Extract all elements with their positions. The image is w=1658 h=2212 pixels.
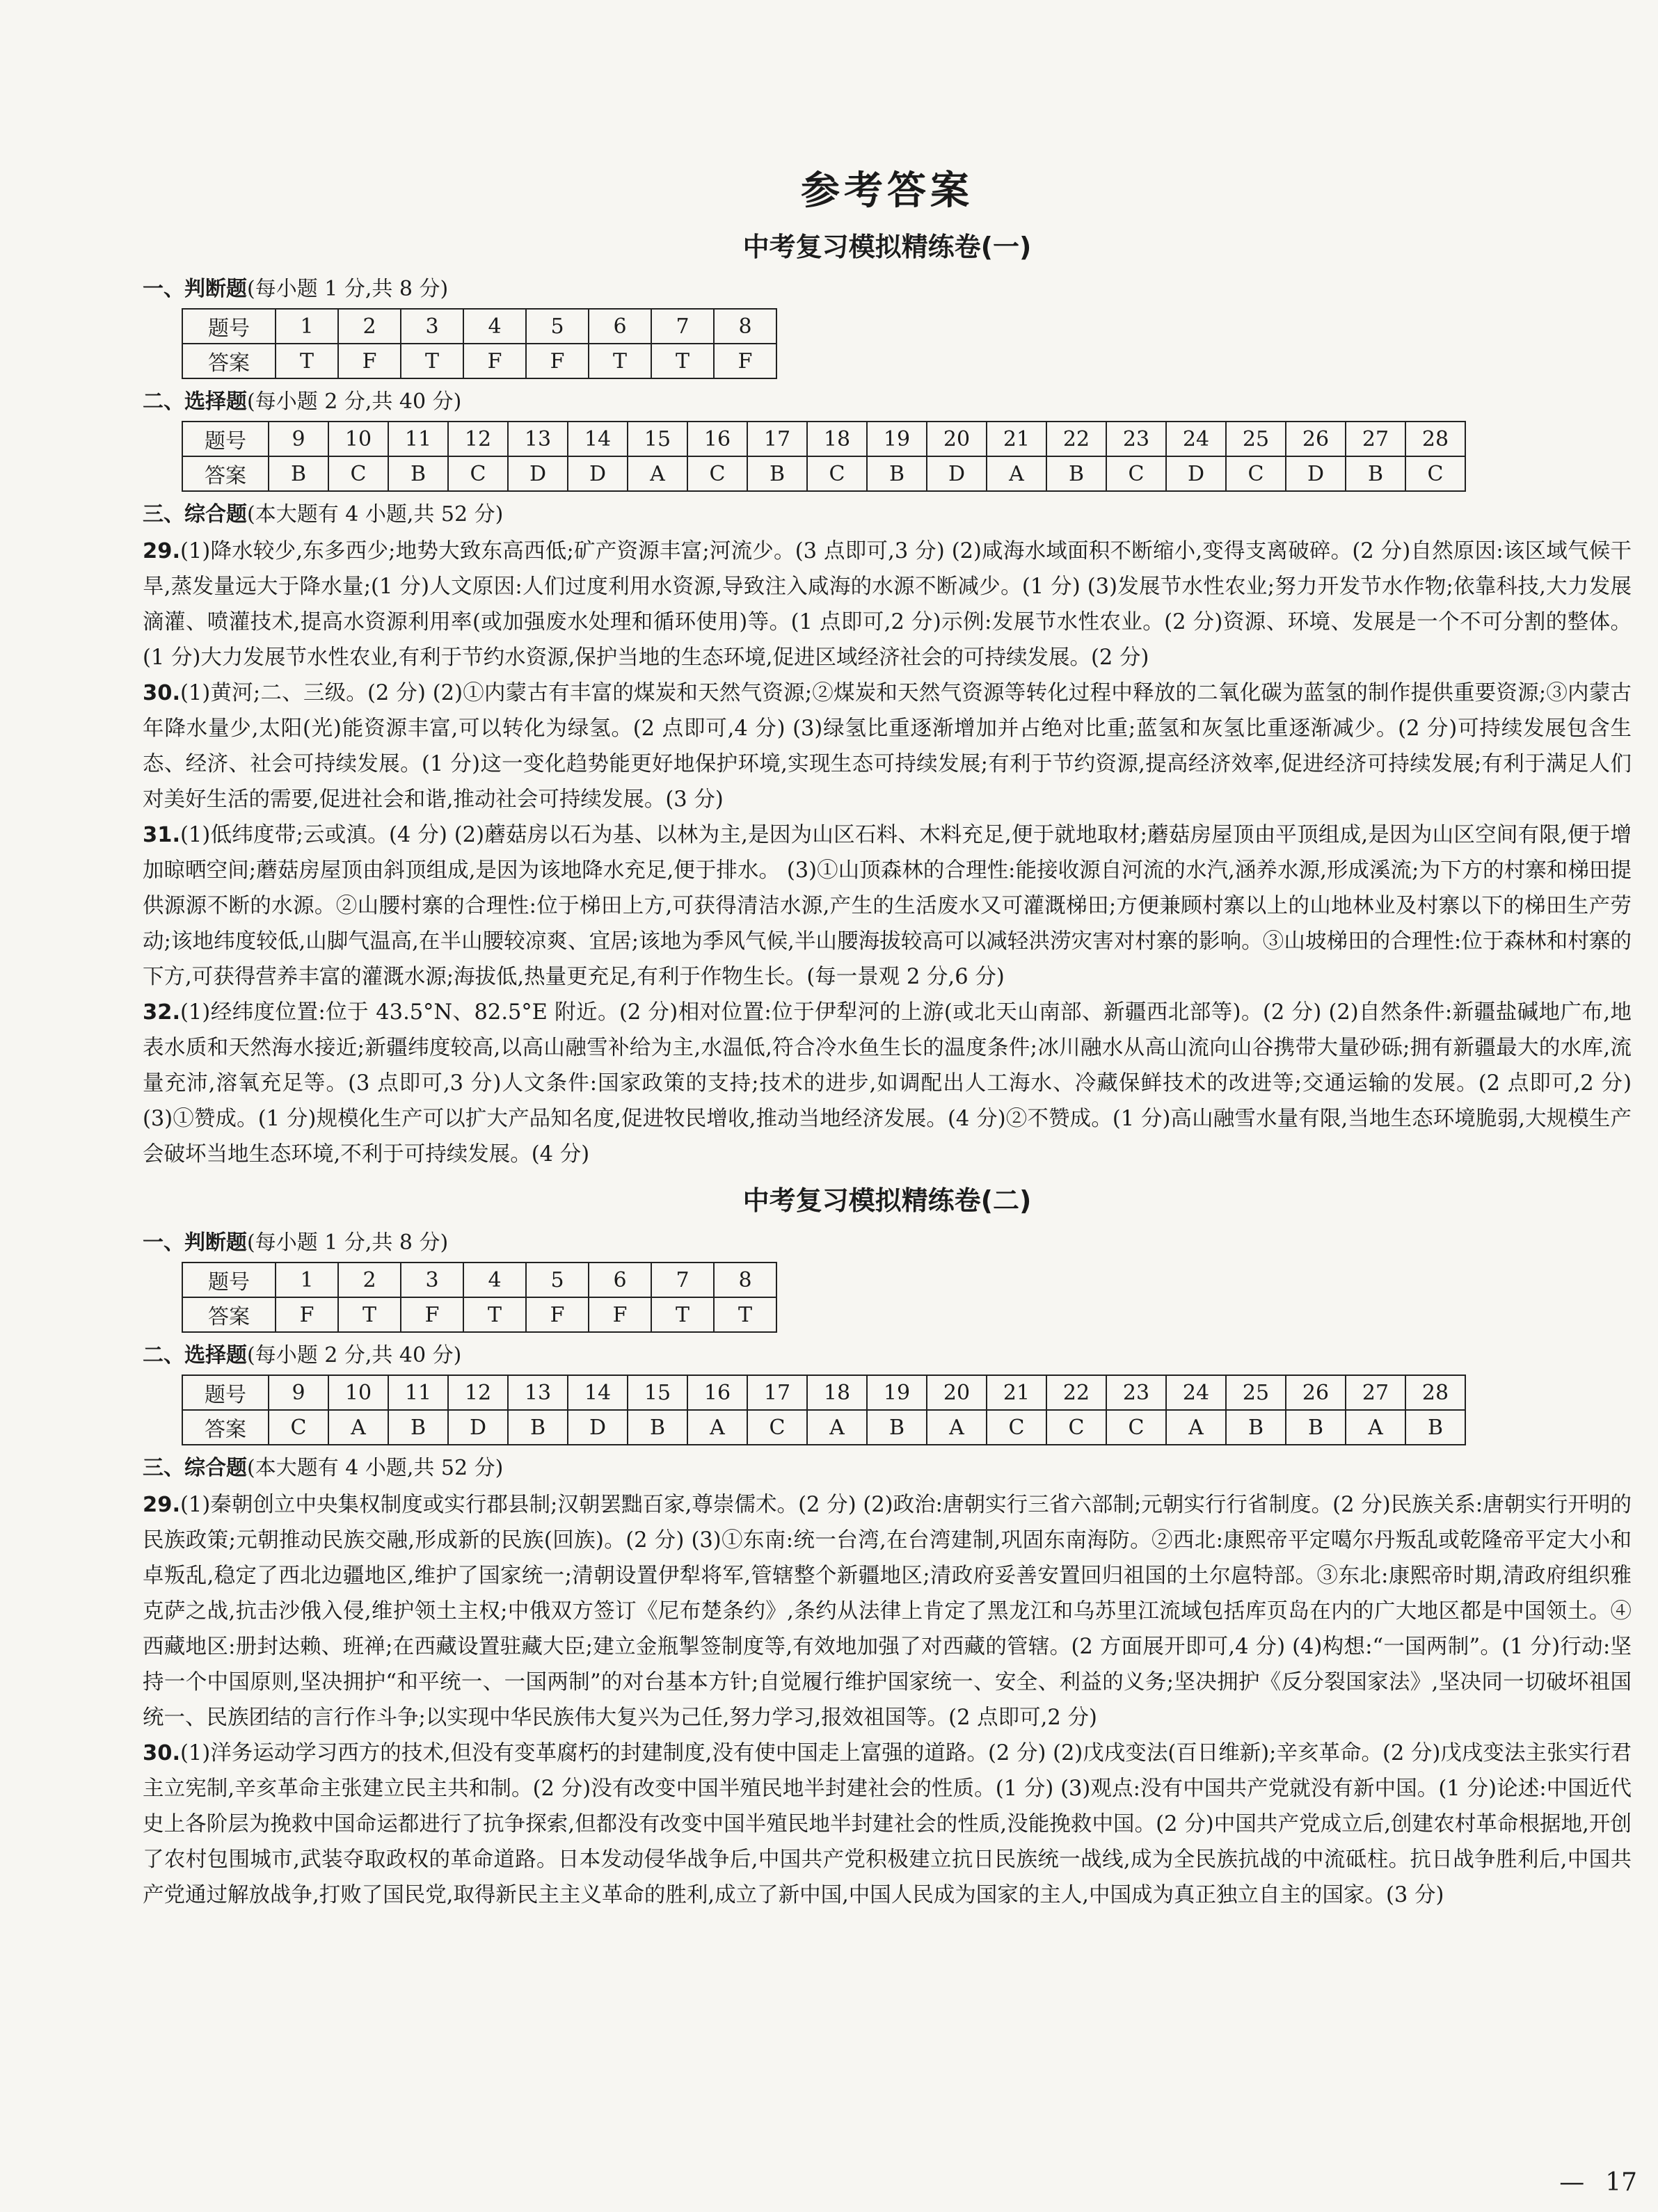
question-number-cell: 13 bbox=[508, 422, 568, 456]
choice-answer-table bbox=[182, 1375, 1466, 1445]
question-number-cell: 28 bbox=[1405, 1375, 1465, 1410]
question-number-cell: 2 bbox=[338, 1263, 401, 1297]
question-number-cell: 15 bbox=[628, 422, 687, 456]
answer-cell: A bbox=[1346, 1410, 1405, 1445]
question-number-cell: 7 bbox=[651, 1263, 714, 1297]
section-label: 一、判断题 bbox=[143, 277, 247, 301]
answer-cell: D bbox=[568, 1410, 628, 1445]
row-label-number: 题号 bbox=[182, 309, 276, 344]
answer-cell: B bbox=[1046, 456, 1106, 491]
judge-section-heading bbox=[143, 1227, 1632, 1259]
question-number: 30. bbox=[143, 681, 181, 705]
answer-cell: C bbox=[987, 1410, 1046, 1445]
question-number-cell: 2 bbox=[338, 309, 401, 344]
answer-cell: B bbox=[388, 456, 448, 491]
question-number-cell: 16 bbox=[687, 422, 747, 456]
answer-cell: B bbox=[1346, 456, 1405, 491]
question-number-cell: 12 bbox=[448, 1375, 508, 1410]
answer-cell: F bbox=[526, 1297, 589, 1332]
question-number-cell: 10 bbox=[328, 422, 388, 456]
question-number-cell: 24 bbox=[1166, 1375, 1226, 1410]
question-number-cell: 14 bbox=[568, 422, 628, 456]
choice-answer-table bbox=[182, 421, 1466, 492]
question-number-cell: 6 bbox=[589, 1263, 651, 1297]
question-number-cell: 28 bbox=[1405, 422, 1465, 456]
question-number-cell: 4 bbox=[463, 309, 526, 344]
question-number-cell: 8 bbox=[714, 309, 776, 344]
answer-cell: B bbox=[1226, 1410, 1286, 1445]
answer-cell: A bbox=[987, 456, 1046, 491]
answer-cell: B bbox=[388, 1410, 448, 1445]
question-number-cell: 7 bbox=[651, 309, 714, 344]
row-label-number: 题号 bbox=[182, 422, 269, 456]
answer-cell: A bbox=[687, 1410, 747, 1445]
question-number-cell: 9 bbox=[269, 1375, 328, 1410]
question-number-cell: 17 bbox=[747, 422, 807, 456]
question-answer-text: (1)降水较少,东多西少;地势大致东高西低;矿产资源丰富;河流少。(3 点即可,3 分) (2)咸海水域面积不断缩小,变得支离破碎。(2 分)自然原因:该区域气候干旱,蒸发量远大于降水量;(1 分)人文原因:人们过度利用水资源,导致注入咸海的水源不断减少。(1 分) (3)发展节水性农业;努力开发节水作物;依靠科技,大力发展滴灌、喷灌技术,提高水资源利用率(或加强废水处理和循环使用)等。(1 点即可,2 分)示例:发展节水性农业。(2 分)资源、环境、发展是一个不可分割的整体。(1 分)大力发展节水性农业,有利于节约水资源,保护当地的生态环境,促进区域经济社会的可持续发展。(2 分) bbox=[143, 539, 1632, 670]
row-label-answer: 答案 bbox=[182, 1297, 276, 1332]
answer-cell: T bbox=[338, 1297, 401, 1332]
judge-answer-table bbox=[182, 1262, 777, 1333]
question-number-cell: 11 bbox=[388, 1375, 448, 1410]
judge-answer-table bbox=[182, 308, 777, 379]
comprehensive-section-heading bbox=[143, 499, 1632, 531]
answer-cell: F bbox=[338, 344, 401, 378]
question-number-cell: 19 bbox=[867, 422, 927, 456]
question-number-cell: 20 bbox=[927, 1375, 987, 1410]
answer-cell: T bbox=[401, 344, 463, 378]
answer-cell: C bbox=[1106, 456, 1166, 491]
question-number-cell: 1 bbox=[276, 1263, 338, 1297]
question-answer bbox=[143, 675, 1632, 817]
question-answer bbox=[143, 534, 1632, 675]
answer-cell: C bbox=[747, 1410, 807, 1445]
section-note: (每小题 2 分,共 40 分) bbox=[247, 1343, 462, 1368]
answer-cell: C bbox=[269, 1410, 328, 1445]
question-number-cell: 22 bbox=[1046, 1375, 1106, 1410]
page-number-dash: — bbox=[1559, 2168, 1585, 2197]
answer-cell: T bbox=[589, 344, 651, 378]
question-answer-text: (1)黄河;二、三级。(2 分) (2)①内蒙古有丰富的煤炭和天然气资源;②煤炭和天然气资源等转化过程中释放的二氧化碳为蓝氢的制作提供重要资源;③内蒙古年降水量少,太阳(光)能资源丰富,可以转化为绿氢。(2 点即可,4 分) (3)绿氢比重逐渐增加并占绝对比重;蓝氢和灰氢比重逐渐减少。(2 分)可持续发展包含生态、经济、社会可持续发展。(1 分)这一变化趋势能更好地保护环境,实现生态可持续发展;有利于节约资源,提高经济效率,促进经济可持续发展;有利于满足人们对美好生活的需要,促进社会和谐,推动社会可持续发展。(3 分) bbox=[143, 681, 1632, 812]
answer-cell: B bbox=[269, 456, 328, 491]
answer-cell: C bbox=[1046, 1410, 1106, 1445]
choice-section-heading bbox=[143, 1340, 1632, 1372]
answer-cell: A bbox=[628, 456, 687, 491]
question-number-cell: 10 bbox=[328, 1375, 388, 1410]
answer-cell: D bbox=[1286, 456, 1346, 491]
answer-cell: T bbox=[276, 344, 338, 378]
paper-title: 中考复习模拟精练卷(二) bbox=[742, 1185, 1032, 1216]
answer-cell: D bbox=[448, 1410, 508, 1445]
answer-cell: F bbox=[589, 1297, 651, 1332]
answer-cell: F bbox=[463, 344, 526, 378]
question-number-cell: 6 bbox=[589, 309, 651, 344]
question-number: 30. bbox=[143, 1741, 181, 1765]
paper-title: 中考复习模拟精练卷(一) bbox=[742, 232, 1032, 262]
answer-cell: T bbox=[651, 1297, 714, 1332]
section-label: 三、综合题 bbox=[143, 502, 247, 527]
answer-cell: D bbox=[927, 456, 987, 491]
answer-cell: B bbox=[628, 1410, 687, 1445]
answer-cell: F bbox=[714, 344, 776, 378]
section-label: 二、选择题 bbox=[143, 1343, 247, 1368]
section-label: 一、判断题 bbox=[143, 1231, 247, 1255]
answer-cell: B bbox=[867, 456, 927, 491]
section-note: (每小题 1 分,共 8 分) bbox=[247, 277, 449, 301]
question-number-cell: 22 bbox=[1046, 422, 1106, 456]
answer-page bbox=[143, 160, 1632, 1913]
question-answer bbox=[143, 817, 1632, 995]
question-number: 29. bbox=[143, 1493, 181, 1517]
section-note: (每小题 2 分,共 40 分) bbox=[247, 390, 462, 414]
answer-cell: F bbox=[276, 1297, 338, 1332]
table-row-numbers bbox=[182, 1375, 1465, 1410]
row-label-answer: 答案 bbox=[182, 456, 269, 491]
table-row-answers bbox=[182, 456, 1465, 491]
answer-cell: F bbox=[401, 1297, 463, 1332]
answer-cell: D bbox=[568, 456, 628, 491]
answer-cell: A bbox=[1166, 1410, 1226, 1445]
question-number-cell: 23 bbox=[1106, 422, 1166, 456]
answer-cell: C bbox=[1106, 1410, 1166, 1445]
question-number-cell: 19 bbox=[867, 1375, 927, 1410]
question-number-cell: 26 bbox=[1286, 1375, 1346, 1410]
question-number-cell: 13 bbox=[508, 1375, 568, 1410]
section-note: (本大题有 4 小题,共 52 分) bbox=[247, 1456, 504, 1480]
question-number-cell: 25 bbox=[1226, 422, 1286, 456]
row-label-number: 题号 bbox=[182, 1263, 276, 1297]
question-number-cell: 25 bbox=[1226, 1375, 1286, 1410]
question-answer-text: (1)低纬度带;云或滇。(4 分) (2)蘑菇房以石为基、以林为主,是因为山区石料、木料充足,便于就地取材;蘑菇房屋顶由平顶组成,是因为山区空间有限,便于增加晾晒空间;蘑菇房屋顶由斜顶组成,是因为该地降水充足,便于排水。 (3)①山顶森林的合理性:能接收源自河流的水汽,涵养水源,形成溪流;为下方的村寨和梯田提供源源不断的水源。②山腰村寨的合理性:位于梯田上方,可获得清洁水源,产生的生活废水又可灌溉梯田;方便兼顾村寨以上的山地林业及村寨以下的梯田生产劳动;该地纬度较低,山脚气温高,在半山腰较凉爽、宜居;该地为季风气候,半山腰海拔较高可以减轻洪涝灾害对村寨的影响。③山坡梯田的合理性:位于森林和村寨的下方,可获得营养丰富的灌溉水源;海拔低,热量更充足,有利于作物生长。(每一景观 2 分,6 分) bbox=[143, 823, 1632, 989]
table-row-answers bbox=[182, 1297, 776, 1332]
page-title: 参考答案 bbox=[801, 168, 973, 214]
section-note: (本大题有 4 小题,共 52 分) bbox=[247, 502, 504, 527]
question-number-cell: 1 bbox=[276, 309, 338, 344]
answer-cell: C bbox=[448, 456, 508, 491]
question-number-cell: 16 bbox=[687, 1375, 747, 1410]
table-row-numbers bbox=[182, 422, 1465, 456]
question-number-cell: 8 bbox=[714, 1263, 776, 1297]
question-number-cell: 21 bbox=[987, 422, 1046, 456]
question-number-cell: 9 bbox=[269, 422, 328, 456]
question-number-cell: 17 bbox=[747, 1375, 807, 1410]
table-row-answers bbox=[182, 344, 776, 378]
question-number: 31. bbox=[143, 823, 181, 847]
question-number: 29. bbox=[143, 539, 181, 563]
question-answer-text: (1)经纬度位置:位于 43.5°N、82.5°E 附近。(2 分)相对位置:位于伊犁河的上游(或北天山南部、新疆西北部等)。(2 分) (2)自然条件:新疆盐碱地广布,地表水质和天然海水接近;新疆纬度较高,以高山融雪补给为主,水温低,符合冷水鱼生长的温度条件;冰川融水从高山流向山谷携带大量砂砾;拥有新疆最大的水库,流量充沛,溶氧充足等。(3 点即可,3 分)人文条件:国家政策的支持;技术的进步,如调配出人工海水、冷藏保鲜技术的改进等;交通运输的发展。(2 点即可,2 分) (3)①赞成。(1 分)规模化生产可以扩大产品知名度,促进牧民增收,推动当地经济发展。(4 分)②不赞成。(1 分)高山融雪水量有限,当地生态环境脆弱,大规模生产会破坏当地生态环境,不利于可持续发展。(4 分) bbox=[143, 1000, 1632, 1167]
answer-cell: C bbox=[1226, 456, 1286, 491]
question-number-cell: 18 bbox=[807, 422, 867, 456]
question-number-cell: 27 bbox=[1346, 1375, 1405, 1410]
answer-cell: B bbox=[1405, 1410, 1465, 1445]
question-answer bbox=[143, 995, 1632, 1172]
answer-cell: B bbox=[1286, 1410, 1346, 1445]
table-row-answers bbox=[182, 1410, 1465, 1445]
section-label: 三、综合题 bbox=[143, 1456, 247, 1480]
question-answer bbox=[143, 1487, 1632, 1736]
question-number-cell: 20 bbox=[927, 422, 987, 456]
question-number-cell: 3 bbox=[401, 1263, 463, 1297]
answer-cell: T bbox=[463, 1297, 526, 1332]
answer-cell: C bbox=[1405, 456, 1465, 491]
answer-cell: F bbox=[526, 344, 589, 378]
answer-cell: B bbox=[867, 1410, 927, 1445]
answer-cell: A bbox=[328, 1410, 388, 1445]
question-number-cell: 5 bbox=[526, 309, 589, 344]
answer-cell: T bbox=[714, 1297, 776, 1332]
comprehensive-section-heading bbox=[143, 1452, 1632, 1484]
judge-section-heading bbox=[143, 273, 1632, 305]
question-number-cell: 11 bbox=[388, 422, 448, 456]
answer-cell: C bbox=[687, 456, 747, 491]
answer-cell: D bbox=[1166, 456, 1226, 491]
question-number-cell: 27 bbox=[1346, 422, 1405, 456]
question-number-cell: 21 bbox=[987, 1375, 1046, 1410]
question-answer bbox=[143, 1736, 1632, 1913]
question-number: 32. bbox=[143, 1000, 181, 1025]
answer-cell: C bbox=[807, 456, 867, 491]
answer-cell: C bbox=[328, 456, 388, 491]
row-label-answer: 答案 bbox=[182, 1410, 269, 1445]
page-number-value: 17 bbox=[1605, 2168, 1637, 2197]
question-number-cell: 3 bbox=[401, 309, 463, 344]
question-answer-text: (1)秦朝创立中央集权制度或实行郡县制;汉朝罢黜百家,尊崇儒术。(2 分) (2)政治:唐朝实行三省六部制;元朝实行行省制度。(2 分)民族关系:唐朝实行开明的民族政策;元朝推动民族交融,形成新的民族(回族)。(2 分) (3)①东南:统一台湾,在台湾建制,巩固东南海防。②西北:康熙帝平定噶尔丹叛乱或乾隆帝平定大小和卓叛乱,稳定了西北边疆地区,维护了国家统一;清朝设置伊犁将军,管辖整个新疆地区;清政府妥善安置回归祖国的土尔扈特部。③东北:康熙帝时期,清政府组织雅克萨之战,抗击沙俄入侵,维护领土主权;中俄双方签订《尼布楚条约》,条约从法律上肯定了黑龙江和乌苏里江流域包括库页岛在内的广大地区都是中国领土。④西藏地区:册封达赖、班禅;在西藏设置驻藏大臣;建立金瓶掣签制度等,有效地加强了对西藏的管辖。(2 方面展开即可,4 分) (4)构想:“一国两制”。(1 分)行动:坚持一个中国原则,坚决拥护“和平统一、一国两制”的对台基本方针;自觉履行维护国家统一、安全、利益的义务;坚决拥护《反分裂国家法》,坚决同一切破坏祖国统一、民族团结的言行作斗争;以实现中华民族伟大复兴为己任,努力学习,报效祖国等。(2 点即可,2 分) bbox=[143, 1493, 1632, 1730]
choice-section-heading bbox=[143, 386, 1632, 418]
table-row-numbers bbox=[182, 1263, 776, 1297]
question-answer-text: (1)洋务运动学习西方的技术,但没有变革腐朽的封建制度,没有使中国走上富强的道路。(2 分) (2)戊戌变法(百日维新);辛亥革命。(2 分)戊戌变法主张实行君主立宪制,辛亥革命主张建立民主共和制。(2 分)没有改变中国半殖民地半封建社会的性质。(1 分) (3)观点:没有中国共产党就没有新中国。(1 分)论述:中国近代史上各阶层为挽救中国命运都进行了抗争探索,但都没有改变中国半殖民地半封建社会的性质,没能挽救中国。(2 分)中国共产党成立后,创建农村革命根据地,开创了农村包围城市,武装夺取政权的革命道路。日本发动侵华战争后,中国共产党积极建立抗日民族统一战线,成为全民族抗战的中流砥柱。抗日战争胜利后,中国共产党通过解放战争,打败了国民党,取得新民主主义革命的胜利,成立了新中国,中国人民成为国家的主人,中国成为真正独立自主的国家。(3 分) bbox=[143, 1741, 1632, 1907]
answer-cell: B bbox=[508, 1410, 568, 1445]
question-number-cell: 26 bbox=[1286, 422, 1346, 456]
question-number-cell: 12 bbox=[448, 422, 508, 456]
answer-cell: A bbox=[807, 1410, 867, 1445]
question-number-cell: 23 bbox=[1106, 1375, 1166, 1410]
row-label-answer: 答案 bbox=[182, 344, 276, 378]
question-number-cell: 15 bbox=[628, 1375, 687, 1410]
answer-cell: A bbox=[927, 1410, 987, 1445]
question-number-cell: 14 bbox=[568, 1375, 628, 1410]
question-number-cell: 24 bbox=[1166, 422, 1226, 456]
answer-cell: T bbox=[651, 344, 714, 378]
row-label-number: 题号 bbox=[182, 1375, 269, 1410]
papers-container bbox=[143, 225, 1632, 1913]
page-number bbox=[1559, 2168, 1637, 2197]
answer-cell: B bbox=[747, 456, 807, 491]
question-number-cell: 4 bbox=[463, 1263, 526, 1297]
answer-cell: D bbox=[508, 456, 568, 491]
section-note: (每小题 1 分,共 8 分) bbox=[247, 1231, 449, 1255]
table-row-numbers bbox=[182, 309, 776, 344]
question-number-cell: 5 bbox=[526, 1263, 589, 1297]
section-label: 二、选择题 bbox=[143, 390, 247, 414]
question-number-cell: 18 bbox=[807, 1375, 867, 1410]
